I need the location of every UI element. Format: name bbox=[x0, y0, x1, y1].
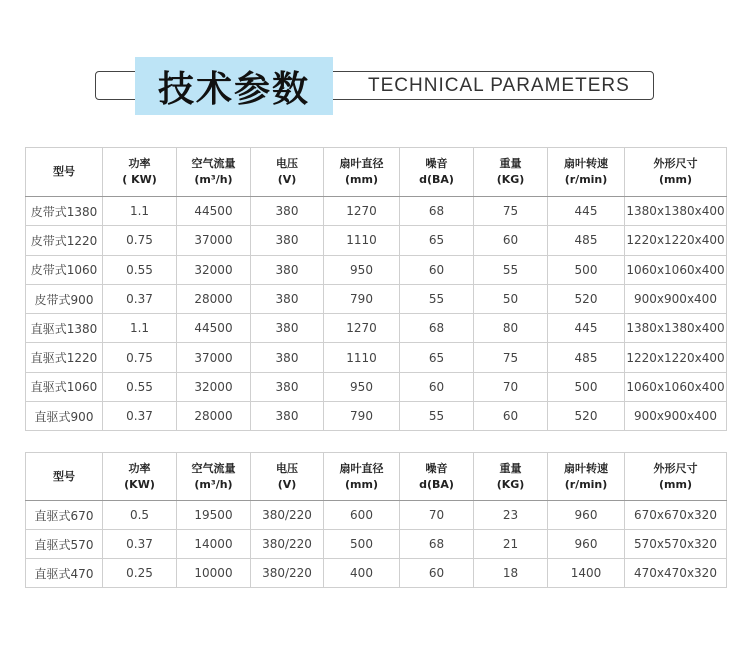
table-cell: 670x670x320 bbox=[625, 501, 727, 530]
column-header bbox=[400, 453, 474, 501]
column-header-unit: ( KW) bbox=[122, 173, 157, 186]
column-header-label: 扇叶直径 bbox=[339, 157, 384, 170]
column-header-unit: (r/min) bbox=[564, 173, 608, 186]
table-cell: 1400 bbox=[548, 559, 625, 588]
table-cell: 32000 bbox=[177, 255, 251, 284]
table-cell: 32000 bbox=[177, 372, 251, 401]
table-cell: 485 bbox=[548, 343, 625, 372]
table-cell: 380 bbox=[251, 343, 324, 372]
table-cell: 60 bbox=[474, 226, 548, 255]
table-cell: 60 bbox=[400, 559, 474, 588]
table-cell: 55 bbox=[400, 402, 474, 431]
table-cell: 1060x1060x400 bbox=[625, 255, 727, 284]
column-header bbox=[324, 148, 400, 197]
table-cell: 1270 bbox=[324, 197, 400, 226]
column-header bbox=[177, 453, 251, 501]
table-cell: 65 bbox=[400, 226, 474, 255]
column-header bbox=[177, 148, 251, 197]
table-cell: 60 bbox=[400, 372, 474, 401]
column-header-label: 扇叶转速 bbox=[564, 157, 608, 170]
table-cell: 70 bbox=[400, 501, 474, 530]
table-cell: 520 bbox=[548, 402, 625, 431]
table-cell: 900x900x400 bbox=[625, 402, 727, 431]
section-title: 技术参数 bbox=[135, 57, 333, 115]
model-cell: 直驱式570 bbox=[26, 530, 103, 559]
table-row bbox=[26, 284, 727, 313]
table-cell: 960 bbox=[548, 501, 625, 530]
table-row bbox=[26, 530, 727, 559]
table-cell: 500 bbox=[548, 372, 625, 401]
column-header-label: 空气流量 bbox=[191, 461, 236, 475]
column-header bbox=[548, 453, 625, 501]
column-header-unit: (m³/h) bbox=[194, 173, 233, 186]
table-cell: 19500 bbox=[177, 501, 251, 530]
table-cell: 1.1 bbox=[103, 314, 177, 343]
table-cell: 380 bbox=[251, 255, 324, 284]
table-cell: 1220x1220x400 bbox=[625, 343, 727, 372]
table-cell: 500 bbox=[324, 530, 400, 559]
table-cell: 68 bbox=[400, 314, 474, 343]
table-cell: 68 bbox=[400, 197, 474, 226]
table-row bbox=[26, 255, 727, 284]
column-header bbox=[251, 148, 324, 197]
spec-table-1 bbox=[25, 147, 727, 431]
table-cell: 37000 bbox=[177, 343, 251, 372]
model-cell: 皮带式1380 bbox=[26, 197, 103, 226]
table-cell: 0.75 bbox=[103, 226, 177, 255]
column-header-label: 功率 bbox=[128, 461, 151, 475]
table-cell: 0.25 bbox=[103, 559, 177, 588]
table-cell: 600 bbox=[324, 501, 400, 530]
section-subtitle: TECHNICAL PARAMETERS bbox=[368, 75, 630, 96]
table-cell: 21 bbox=[474, 530, 548, 559]
table-cell: 380 bbox=[251, 197, 324, 226]
table-row bbox=[26, 402, 727, 431]
table-cell: 790 bbox=[324, 402, 400, 431]
column-header-label: 型号 bbox=[53, 165, 75, 178]
table-cell: 55 bbox=[400, 284, 474, 313]
column-header bbox=[26, 453, 103, 501]
table-cell: 0.37 bbox=[103, 284, 177, 313]
table-cell: 960 bbox=[548, 530, 625, 559]
table-cell: 55 bbox=[474, 255, 548, 284]
table-cell: 950 bbox=[324, 372, 400, 401]
table-cell: 44500 bbox=[177, 314, 251, 343]
table-cell: 570x570x320 bbox=[625, 530, 727, 559]
table-row bbox=[26, 197, 727, 226]
model-cell: 直驱式900 bbox=[26, 402, 103, 431]
column-header bbox=[400, 148, 474, 197]
table-cell: 0.5 bbox=[103, 501, 177, 530]
column-header-unit: (KG) bbox=[496, 477, 525, 491]
table-cell: 500 bbox=[548, 255, 625, 284]
column-header-label: 外形尺寸 bbox=[653, 461, 698, 475]
column-header-unit: (KG) bbox=[496, 173, 525, 186]
column-header bbox=[625, 453, 727, 501]
table-cell: 23 bbox=[474, 501, 548, 530]
column-header bbox=[548, 148, 625, 197]
table-cell: 65 bbox=[400, 343, 474, 372]
column-header-unit: (mm) bbox=[659, 477, 692, 491]
table-cell: 1060x1060x400 bbox=[625, 372, 727, 401]
table-cell: 485 bbox=[548, 226, 625, 255]
table-cell: 1380x1380x400 bbox=[625, 314, 727, 343]
column-header-label: 噪音 bbox=[425, 157, 448, 170]
table-cell: 10000 bbox=[177, 559, 251, 588]
model-cell: 直驱式670 bbox=[26, 501, 103, 530]
column-header-label: 噪音 bbox=[425, 461, 448, 475]
table-cell: 0.37 bbox=[103, 530, 177, 559]
column-header-unit: (mm) bbox=[345, 477, 378, 491]
column-header bbox=[625, 148, 727, 197]
table-cell: 380 bbox=[251, 284, 324, 313]
column-header-unit: (m³/h) bbox=[194, 477, 233, 491]
table-cell: 75 bbox=[474, 197, 548, 226]
table-cell: 445 bbox=[548, 314, 625, 343]
table-cell: 1.1 bbox=[103, 197, 177, 226]
table-cell: 0.55 bbox=[103, 255, 177, 284]
table-cell: 380 bbox=[251, 314, 324, 343]
table-row bbox=[26, 343, 727, 372]
table-cell: 380 bbox=[251, 226, 324, 255]
table-row bbox=[26, 226, 727, 255]
table-row bbox=[26, 501, 727, 530]
table-cell: 900x900x400 bbox=[625, 284, 727, 313]
column-header-label: 重量 bbox=[499, 461, 522, 475]
table-cell: 28000 bbox=[177, 402, 251, 431]
column-header-label: 电压 bbox=[276, 157, 298, 170]
table-cell: 0.37 bbox=[103, 402, 177, 431]
model-cell: 直驱式1380 bbox=[26, 314, 103, 343]
table-cell: 68 bbox=[400, 530, 474, 559]
model-cell: 直驱式470 bbox=[26, 559, 103, 588]
column-header-label: 空气流量 bbox=[191, 157, 236, 170]
column-header bbox=[26, 148, 103, 197]
table-cell: 380 bbox=[251, 402, 324, 431]
table-cell: 1110 bbox=[324, 343, 400, 372]
table-row bbox=[26, 559, 727, 588]
table-cell: 1220x1220x400 bbox=[625, 226, 727, 255]
table-cell: 60 bbox=[400, 255, 474, 284]
table-cell: 445 bbox=[548, 197, 625, 226]
column-header-unit: (V) bbox=[277, 477, 297, 491]
column-header-unit: d(BA) bbox=[419, 173, 454, 186]
column-header-label: 型号 bbox=[53, 469, 75, 483]
table-cell: 400 bbox=[324, 559, 400, 588]
table-cell: 470x470x320 bbox=[625, 559, 727, 588]
table-cell: 37000 bbox=[177, 226, 251, 255]
table-header-row bbox=[26, 453, 727, 501]
table-cell: 380/220 bbox=[251, 501, 324, 530]
column-header-label: 重量 bbox=[499, 157, 522, 170]
column-header bbox=[103, 148, 177, 197]
table-cell: 14000 bbox=[177, 530, 251, 559]
table-cell: 0.75 bbox=[103, 343, 177, 372]
table-cell: 1380x1380x400 bbox=[625, 197, 727, 226]
table-cell: 70 bbox=[474, 372, 548, 401]
column-header-label: 电压 bbox=[276, 461, 298, 475]
table-cell: 1270 bbox=[324, 314, 400, 343]
column-header bbox=[324, 453, 400, 501]
table-cell: 75 bbox=[474, 343, 548, 372]
table-cell: 18 bbox=[474, 559, 548, 588]
column-header-label: 外形尺寸 bbox=[653, 157, 698, 170]
column-header-unit: (r/min) bbox=[564, 477, 608, 491]
table-cell: 380 bbox=[251, 372, 324, 401]
table-cell: 44500 bbox=[177, 197, 251, 226]
table-header-row bbox=[26, 148, 727, 197]
table-cell: 520 bbox=[548, 284, 625, 313]
spec-table-2 bbox=[25, 452, 727, 588]
column-header-label: 扇叶转速 bbox=[564, 461, 608, 475]
column-header bbox=[474, 148, 548, 197]
column-header bbox=[103, 453, 177, 501]
table-cell: 380/220 bbox=[251, 559, 324, 588]
table-cell: 60 bbox=[474, 402, 548, 431]
table-cell: 950 bbox=[324, 255, 400, 284]
table-row bbox=[26, 314, 727, 343]
table-row bbox=[26, 372, 727, 401]
column-header-unit: (mm) bbox=[659, 173, 692, 186]
table-cell: 50 bbox=[474, 284, 548, 313]
column-header-label: 扇叶直径 bbox=[339, 461, 384, 475]
column-header-unit: d(BA) bbox=[419, 477, 454, 491]
table-cell: 0.55 bbox=[103, 372, 177, 401]
model-cell: 直驱式1220 bbox=[26, 343, 103, 372]
table-cell: 380/220 bbox=[251, 530, 324, 559]
table-cell: 80 bbox=[474, 314, 548, 343]
model-cell: 皮带式1220 bbox=[26, 226, 103, 255]
table-cell: 1110 bbox=[324, 226, 400, 255]
model-cell: 皮带式900 bbox=[26, 284, 103, 313]
model-cell: 皮带式1060 bbox=[26, 255, 103, 284]
column-header-label: 功率 bbox=[128, 157, 151, 170]
table-cell: 790 bbox=[324, 284, 400, 313]
column-header bbox=[251, 453, 324, 501]
column-header-unit: (V) bbox=[277, 173, 297, 186]
column-header bbox=[474, 453, 548, 501]
model-cell: 直驱式1060 bbox=[26, 372, 103, 401]
column-header-unit: (KW) bbox=[124, 477, 155, 491]
table-cell: 28000 bbox=[177, 284, 251, 313]
column-header-unit: (mm) bbox=[345, 173, 378, 186]
